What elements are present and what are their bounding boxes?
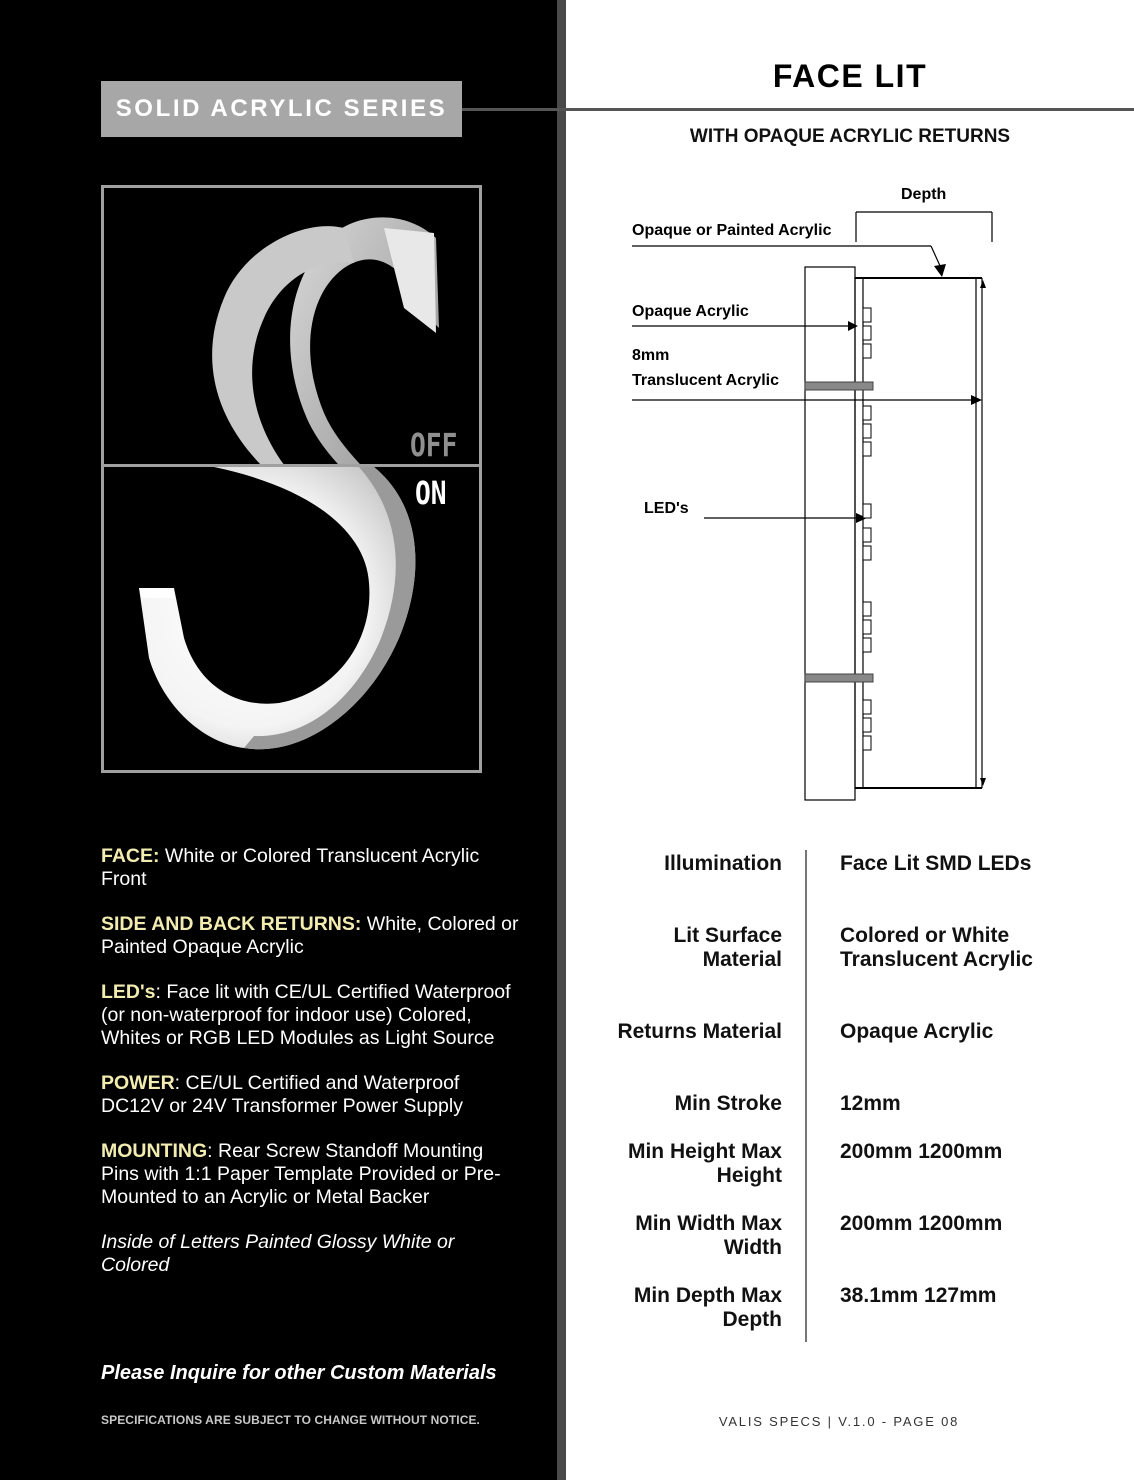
cross-section-diagram (566, 170, 1134, 815)
opaque-acrylic-label: Opaque Acrylic (632, 303, 749, 320)
thickness-label: 8mm (632, 347, 670, 364)
spec-face-text: White or Colored Translucent Acrylic Front (101, 845, 480, 890)
spec-returns-key: SIDE AND BACK RETURNS: (101, 913, 362, 935)
translucent-acrylic-label: Translucent Acrylic (632, 372, 780, 389)
table-value: 200mm 1200mm (840, 1140, 1003, 1163)
opaque-painted-label: Opaque or Painted Acrylic (632, 222, 832, 239)
page-divider (557, 0, 566, 1480)
spec-leds (101, 981, 521, 1050)
spec-power-text: : CE/UL Certified and Waterproof DC12V or 24V Transformer Power Supply (101, 1072, 463, 1117)
diagram-drawing (566, 170, 1134, 810)
table-key: Min Height Max Height (627, 1140, 782, 1187)
table-value: Colored or White Translucent Acrylic (840, 924, 1033, 971)
spec-note: Inside of Letters Painted Glossy White or Colored (101, 1231, 455, 1276)
table-key: Illumination (664, 852, 782, 875)
product-photo (101, 185, 482, 773)
spec-leds-key: LED's (101, 981, 156, 1003)
s-on-half (139, 467, 415, 749)
spec-returns (101, 913, 521, 959)
header-rule (462, 108, 1134, 111)
table-key: Min Width Max Width (635, 1212, 782, 1259)
page-title: FACE LIT (772, 58, 928, 94)
spec-power-key: POWER (101, 1072, 175, 1094)
table-key: Returns Material (617, 1020, 782, 1043)
series-label: SOLID ACRYLIC SERIES (101, 81, 462, 137)
table-key: Min Depth Max Depth (633, 1284, 782, 1331)
spec-mounting-key: MOUNTING (101, 1140, 208, 1162)
spec-leds-text: : Face lit with CE/UL Certified Waterproof (or non-waterproof for indoor use) Colored, Whites or RGB LED Modules as Light Source (101, 981, 511, 1049)
table-value: 12mm (840, 1092, 901, 1115)
spec-face (101, 845, 521, 891)
table-value: 200mm 1200mm (840, 1212, 1003, 1235)
spec-power (101, 1072, 521, 1118)
spec-mounting-text: : Rear Screw Standoff Mounting Pins with 1:1 Paper Template Provided or Pre-Mounted to an Acrylic or Metal Backer (101, 1140, 501, 1208)
table-value: Opaque Acrylic (840, 1020, 994, 1043)
table-value: 38.1mm 127mm (840, 1284, 997, 1307)
spec-returns-text: White, Colored or Painted Opaque Acrylic (101, 913, 519, 958)
spec-mounting (101, 1140, 521, 1209)
inquire-note: Please Inquire for other Custom Materials (101, 1362, 497, 1384)
off-label: OFF (410, 426, 458, 464)
photo-split-line (104, 464, 479, 467)
spec-face-key: FACE: (101, 845, 160, 867)
table-key: Min Stroke (674, 1092, 782, 1115)
depth-label: Depth (901, 186, 947, 203)
table-divider (805, 850, 807, 1342)
leds-label: LED's (644, 500, 689, 517)
table-key: Lit Surface Material (673, 924, 782, 971)
table-value: Face Lit SMD LEDs (840, 852, 1032, 875)
specs-list (101, 845, 521, 1277)
disclaimer: SPECIFICATIONS ARE SUBJECT TO CHANGE WITHOUT NOTICE. (101, 1413, 480, 1427)
on-label: ON (415, 474, 447, 512)
page-subtitle: WITH OPAQUE ACRYLIC RETURNS (689, 126, 1011, 147)
page-footer: VALIS SPECS | V.1.0 - PAGE 08 (718, 1414, 960, 1429)
